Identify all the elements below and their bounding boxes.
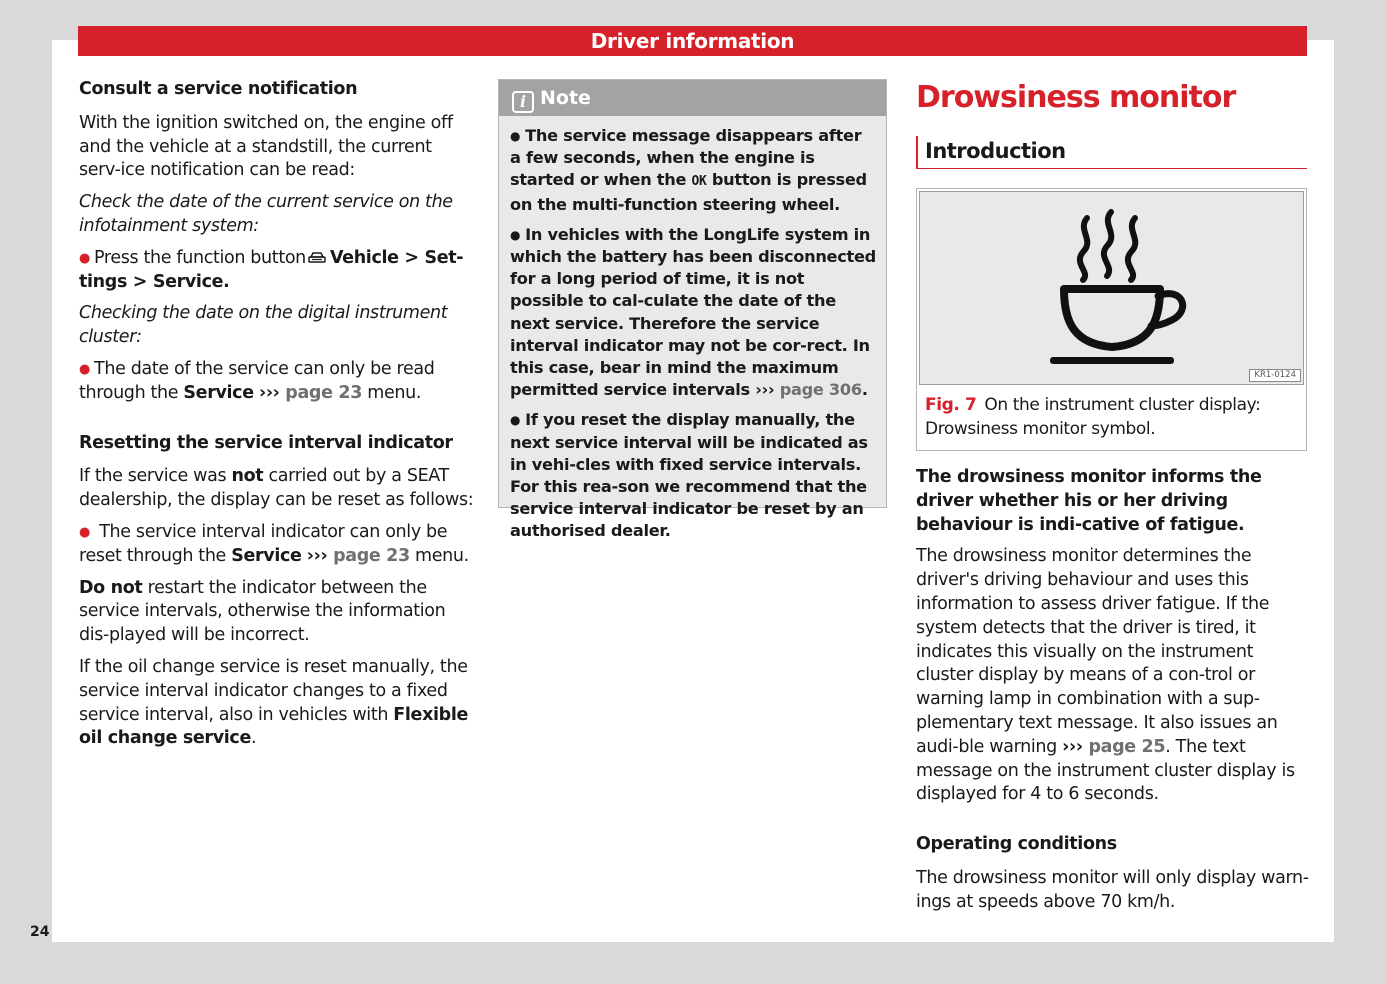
bullet-service-date (79, 358, 474, 406)
lead-paragraph: The drowsiness monitor informs the driver whether his or her driving behaviour is indi-cative of fatigue. (916, 467, 1262, 535)
note-title: Note (540, 87, 591, 109)
heading-reset-indicator: Resetting the service interval indicator (79, 432, 453, 453)
heading-operating-conditions: Operating conditions (916, 834, 1117, 855)
column-service-notification (79, 78, 474, 759)
figure-code: KR1-0124 (1249, 369, 1301, 382)
paragraph-speed: The drowsiness monitor will only display warn-ings at speeds above 70 km/h. (916, 867, 1309, 912)
bullet-function-button (79, 247, 474, 295)
bullet-text: The date of the service can only be read through the (79, 358, 435, 403)
page-reference-23[interactable] (259, 383, 362, 403)
note-body (499, 116, 886, 543)
page-number: 24 (30, 924, 50, 940)
text: restart the indicator between the service intervals, otherwise the information dis-played will be incorrect. (79, 577, 446, 646)
text: button is pressed on the multi-function steering wheel. (510, 170, 867, 214)
vehicle-icon (308, 252, 326, 264)
ok-key-symbol: OK (691, 174, 707, 190)
paragraph-ignition: With the ignition switched on, the engine off and the vehicle at a standstill, the current serv-ice notification can be read: (79, 112, 453, 181)
text: carried out by a SEAT dealership, the display can be reset as follows: (79, 466, 474, 511)
emphasis-flexible-oil: Flexible oil change service (79, 704, 468, 749)
ref-page: page 25 (1088, 736, 1166, 757)
paragraph-not-seat (79, 465, 474, 513)
ref-arrows: ››› (306, 545, 328, 566)
note-item (510, 224, 876, 402)
page-reference-306[interactable] (755, 380, 862, 399)
section-header: Driver information (78, 26, 1307, 56)
caption-text: On the instrument cluster display: Drowsiness monitor symbol. (925, 395, 1261, 439)
section-title: Drowsiness monitor (916, 80, 1236, 115)
text: . (250, 728, 257, 749)
paragraph-do-not-restart (79, 577, 474, 648)
instruction-instrument-cluster: Checking the date on the digital instrument cluster: (79, 303, 448, 348)
ref-arrows: ››› (1062, 736, 1083, 757)
note-item: ● If you reset the display manually, the next service interval will be indicated as in vehi-cles with fixed service intervals. For this rea-son we recommend that the service interval indicator be reset by an authorised dealer. (510, 409, 876, 542)
note-header (499, 80, 886, 116)
figure-image (919, 191, 1304, 385)
text: If the oil change service is reset manually, the service interval indicator changes to a fixed service interval, also in vehicles with (79, 656, 468, 725)
menu-path: Vehicle > Set-tings > Service. (79, 247, 464, 292)
instruction-infotainment: Check the date of the current service on the infotainment system: (79, 192, 453, 236)
coffee-cup-icon (920, 192, 1305, 386)
column-drowsiness (916, 466, 1311, 923)
heading-consult-service: Consult a service notification (79, 79, 358, 99)
service-menu-label: Service (183, 382, 254, 403)
text: . (861, 380, 868, 400)
ref-page: page 306 (779, 380, 862, 400)
text: The drowsiness monitor determines the driver's driving behaviour and uses this information to assess driver fatigue. If the system detects that the driver is tired, it indicates this visually on the instrument cluster display by means of a con-trol or warning lamp in combination with a sup-plementary text message. It also issues an audi-ble warning (916, 546, 1278, 757)
figure-caption (925, 393, 1300, 441)
info-icon: i (512, 91, 534, 113)
text: If the service was (79, 466, 227, 487)
bullet-tail: menu. (415, 545, 469, 566)
bullet-text: Press the function button (94, 247, 306, 268)
paragraph-oil-change (79, 656, 474, 751)
note-box (498, 79, 887, 541)
bullet-tail: menu. (367, 382, 422, 403)
note-item (510, 125, 876, 216)
bullet-text: The service interval indicator can only be reset through the (79, 521, 448, 566)
paragraph-determines (916, 545, 1311, 807)
page-reference-25[interactable] (1062, 737, 1165, 757)
bullet-reset-through-service (79, 521, 474, 569)
service-menu-label: Service (231, 545, 302, 566)
ref-page: page 23 (333, 545, 410, 566)
page-reference-23[interactable] (307, 546, 410, 566)
emphasis-not: not (231, 466, 264, 487)
text: In vehicles with the LongLife system in which the battery has been disconnected for a long period of time, it is not possible to cal-culate the date of the next service. Therefore the service interval indicator may not be cor-rect. In this case, bear in mind the maximum permitted service intervals (510, 224, 876, 400)
subsection-title: Introduction (916, 136, 1307, 169)
figure-label: Fig. 7 (925, 395, 977, 415)
ref-page: page 23 (285, 382, 363, 403)
text: . The text message on the instrument cluster display is displayed for 4 to 6 seconds. (916, 736, 1295, 805)
figure-7 (916, 188, 1307, 451)
emphasis-do-not: Do not (79, 577, 143, 598)
ref-arrows: ››› (258, 382, 280, 403)
text: The service message disappears after a few seconds, when the engine is started or when the (510, 126, 862, 190)
ref-arrows: ››› (755, 380, 775, 400)
